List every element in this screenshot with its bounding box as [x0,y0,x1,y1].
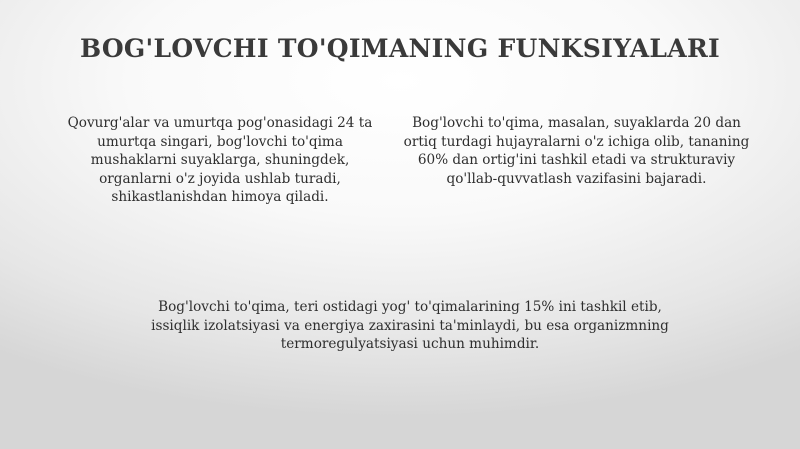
slide-title: BOG'LOVCHI TO'QIMANING FUNKSIYALARI [79,34,721,63]
text-block-thermoregulation: Bog'lovchi to'qima, teri ostidagi yog' to'qimalarining 15% ini tashkil etib, issiqlik izolatsiyasi va energiya zaxirasini ta'minlaydi, bu esa organizmning termoregulyatsiyasi uchun muhimdir. [151,299,669,352]
text-block-skeletal-support: Qovurg'alar va umurtqa pog'onasidagi 24 ta umurtqa singari, bog'lovchi to'qima mushaklarni suyaklarga, shuningdek, organlarni o'z joyida ushlab turadi, shikastlanishdan himoya qiladi. [67,115,373,205]
text-block-structural-support: Bog'lovchi to'qima, masalan, suyaklarda 20 dan ortiq turdagi hujayralarni o'z ichiga olib, tananing 60% dan ortig'ini tashkil etadi va strukturaviy qo'llab-quvvatlash vazifasini bajaradi. [403,115,750,187]
